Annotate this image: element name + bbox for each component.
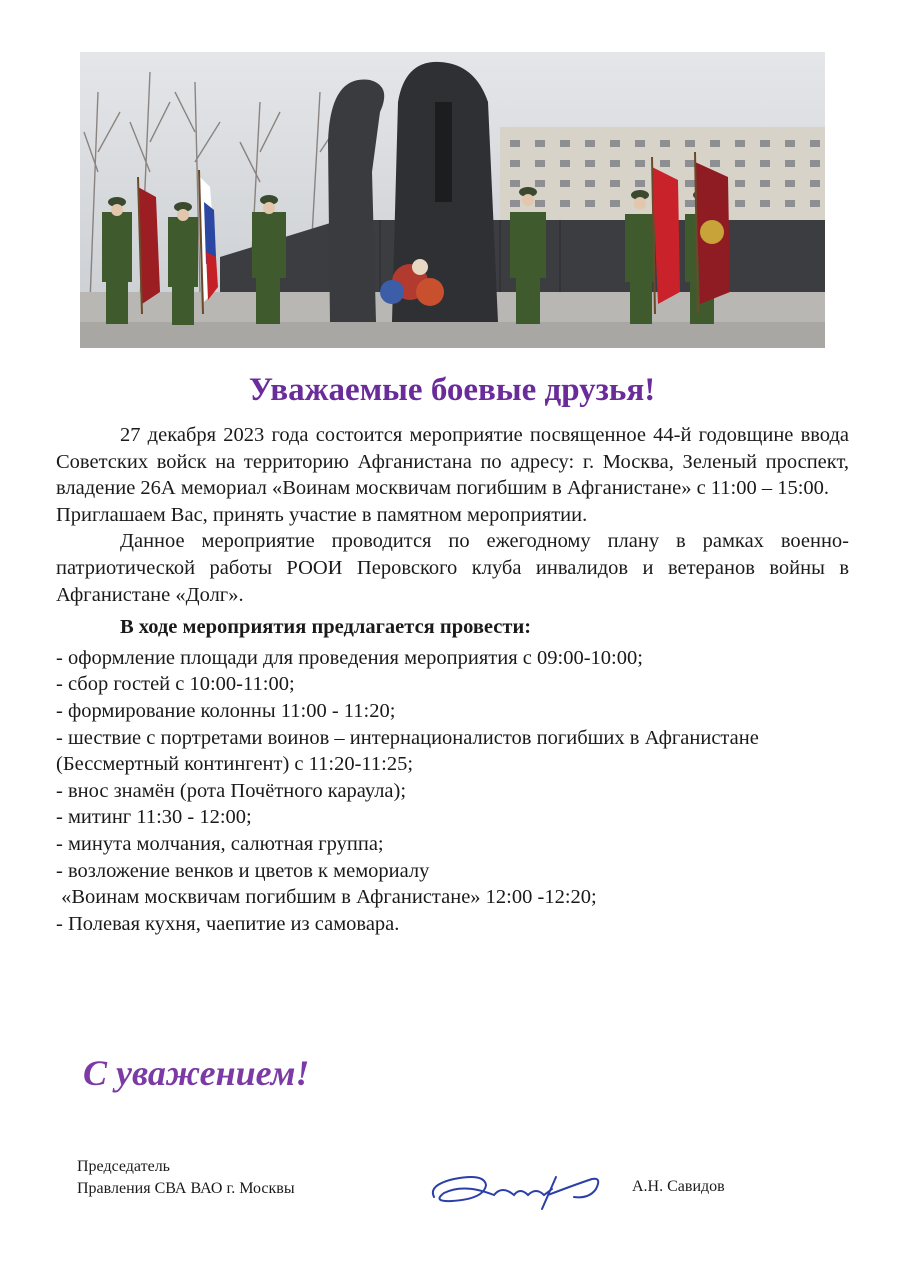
- intro-paragraph: 27 декабря 2023 года состоится мероприятие посвященное 44-й годовщине ввода Советских войск на территорию Афганистана по адресу: г. Москва, Зеленый проспект, владение 26А мемориал «Воинам москвичам погибшим в Афганистане» с 11:00 – 15:00.: [56, 424, 849, 500]
- plan-item: - сбор гостей с 10:00-11:00;: [56, 673, 295, 696]
- plan-item: - внос знамён (рота Почётного караула);: [56, 779, 407, 802]
- plan-item: (Бессмертный контингент) с 11:20-11:25;: [56, 753, 414, 776]
- plan-item: - формирование колонны 11:00 - 11:20;: [56, 699, 396, 722]
- plan-item: - митинг 11:30 - 12:00;: [56, 806, 252, 829]
- closing-regards: С уважением!: [83, 1053, 310, 1093]
- plan-item: - минута молчания, салютная группа;: [56, 832, 384, 855]
- signatory-title: [77, 1156, 295, 1200]
- handwritten-signature: [424, 1165, 614, 1220]
- plan-list: [56, 645, 849, 938]
- letter-body: [56, 422, 849, 937]
- context-paragraph: Данное мероприятие проводится по ежегодному плану в рамках военно-патриотической работы РООИ Перовского клуба инвалидов и ветеранов войны в Афганистане «Долг».: [56, 530, 849, 606]
- invite-paragraph: Приглашаем Вас, принять участие в памятном мероприятии.: [56, 503, 588, 526]
- signatory-title-line1: Председатель: [77, 1158, 170, 1175]
- plan-item: «Воинам москвичам погибшим в Афганистане» 12:00 -12:20;: [56, 886, 597, 909]
- plan-item: - возложение венков и цветов к мемориалу: [56, 859, 430, 882]
- plan-heading: В ходе мероприятия предлагается провести:: [120, 616, 532, 639]
- plan-item: - Полевая кухня, чаепитие из самовара.: [56, 912, 400, 935]
- plan-item: - оформление площади для проведения мероприятия с 09:00-10:00;: [56, 646, 643, 669]
- plan-item: - шествие с портретами воинов – интернационалистов погибших в Афганистане: [56, 726, 759, 749]
- memorial-photo: [80, 52, 825, 348]
- letter-heading: Уважаемые боевые друзья!: [248, 372, 656, 408]
- signatory-title-line2: Правления СВА ВАО г. Москвы: [77, 1180, 295, 1197]
- signatory-name: А.Н. Савидов: [632, 1178, 725, 1195]
